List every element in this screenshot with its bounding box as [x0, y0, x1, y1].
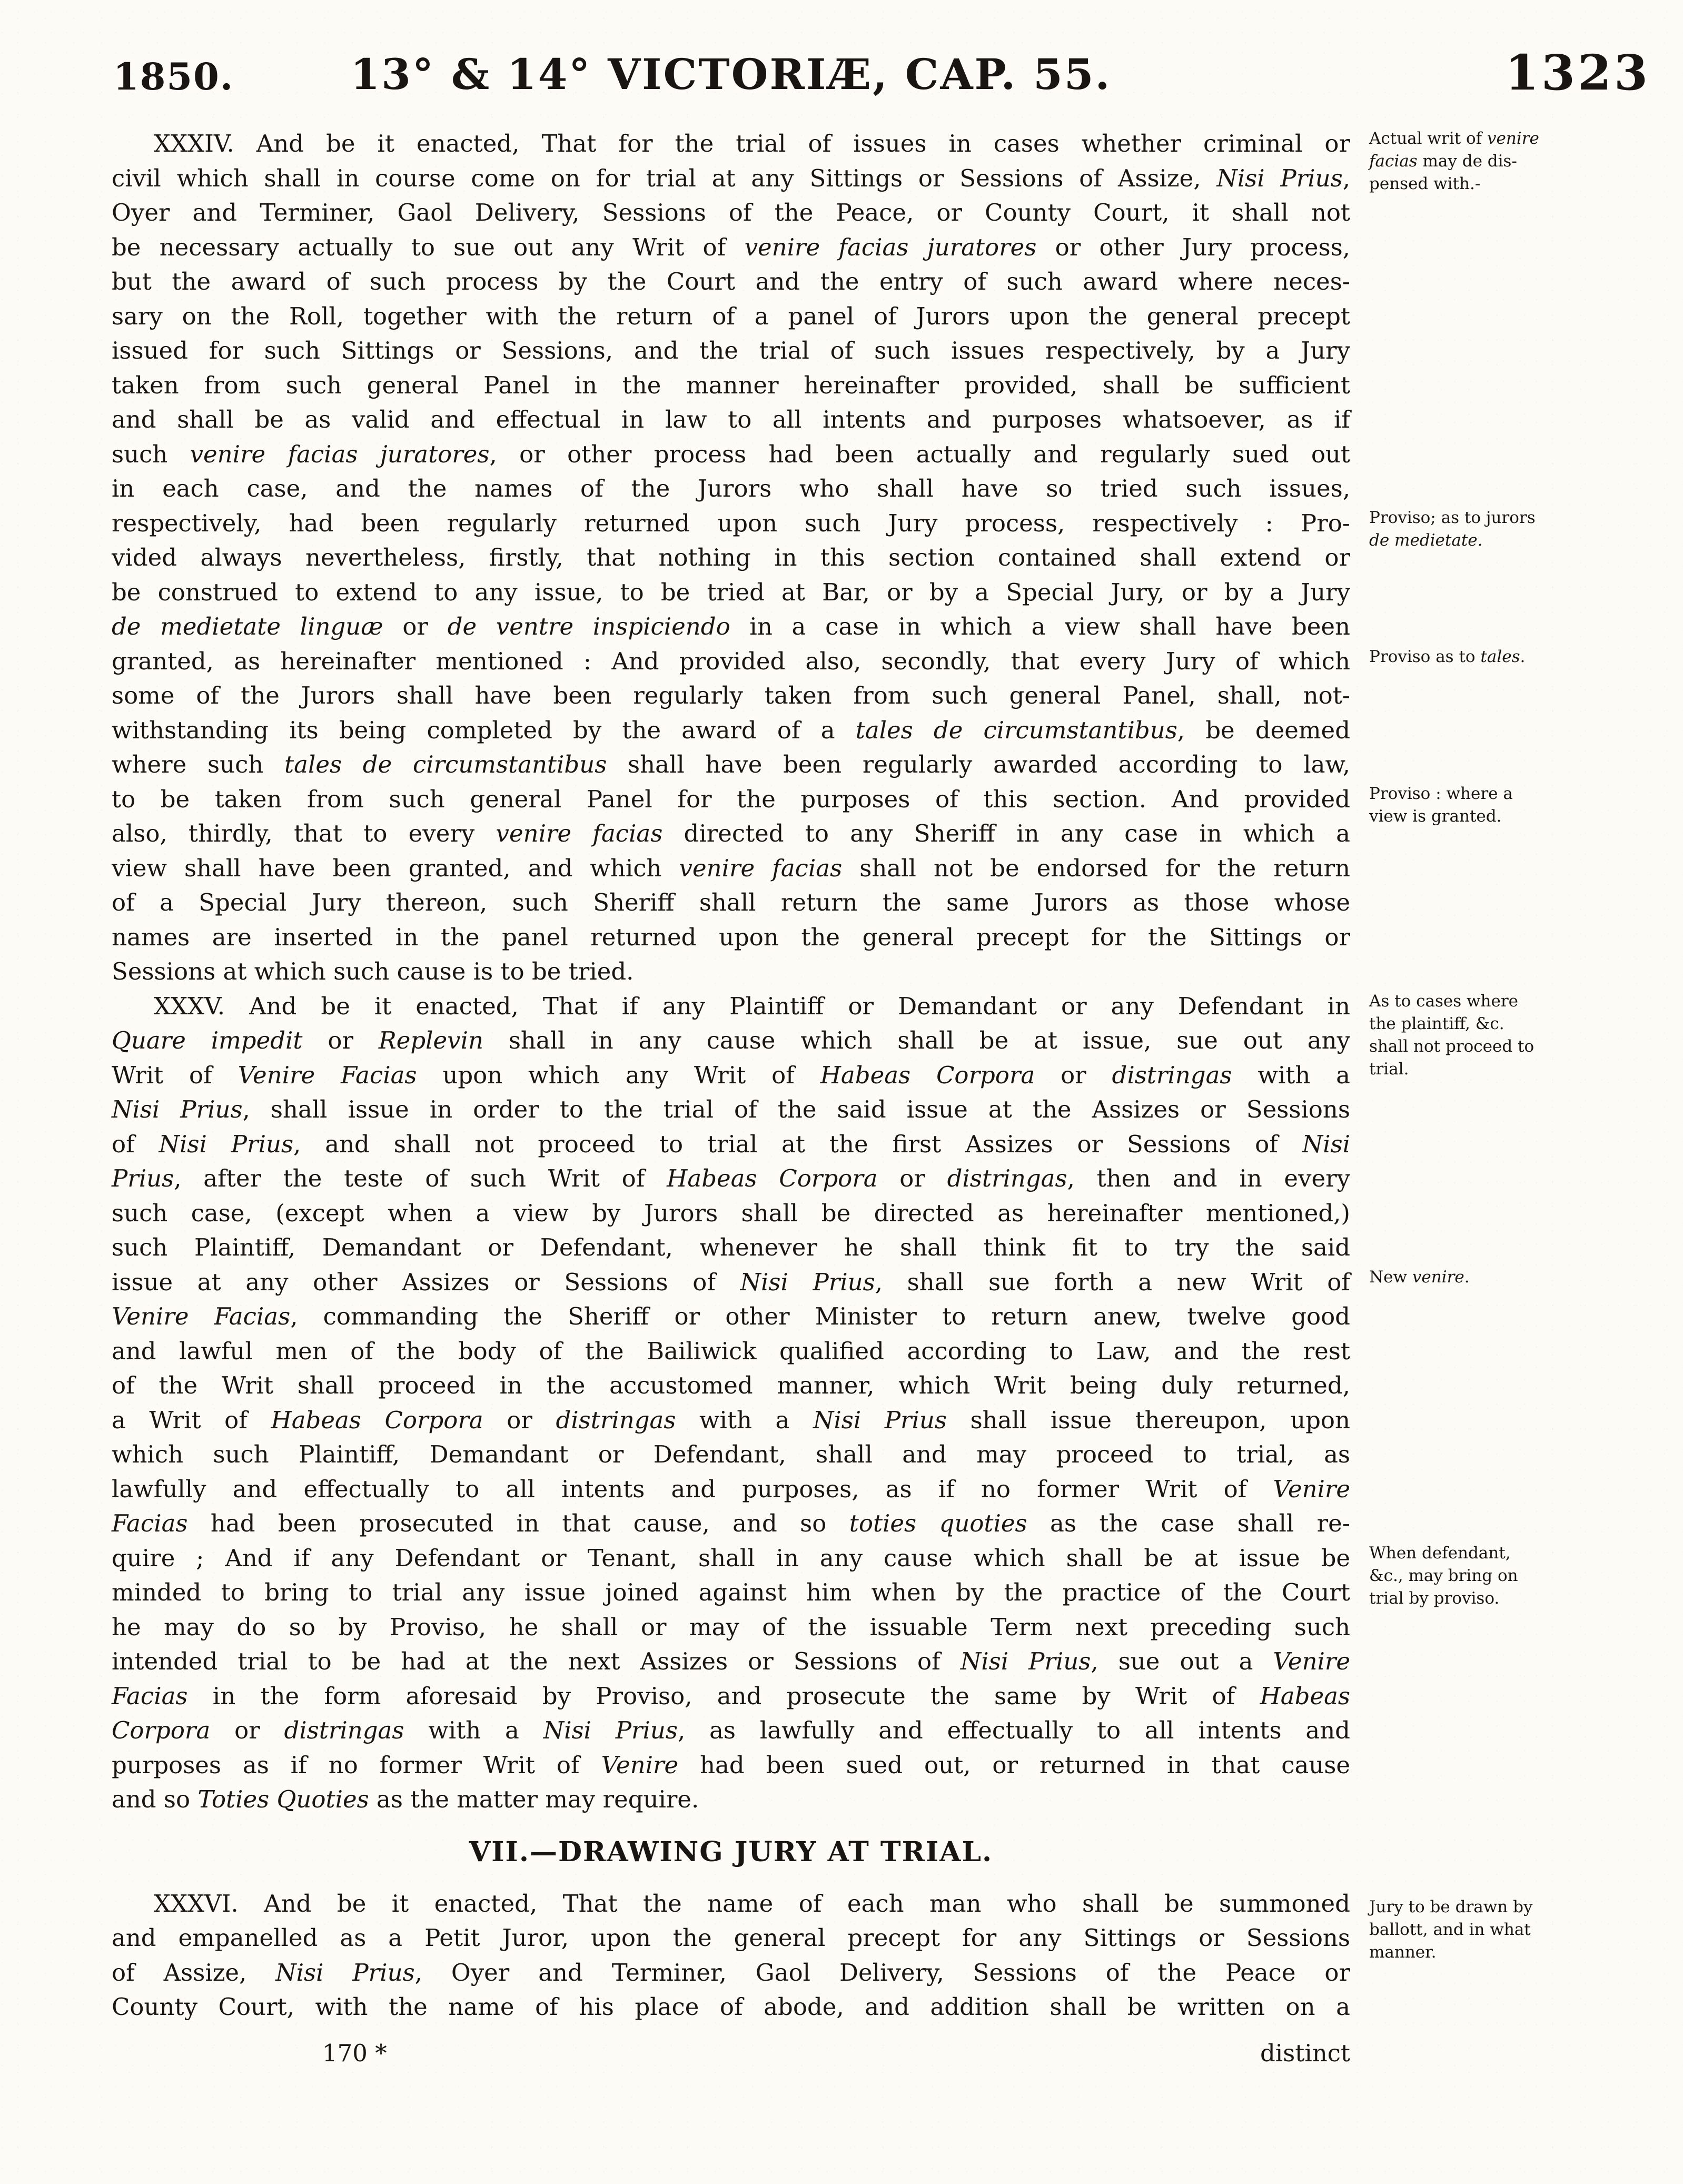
text-line: such venire facias juratores, or other process had been actually and regularly sued out [112, 440, 1350, 468]
text-line: and shall be as valid and effectual in law to all intents and purposes whatsoever, as if [112, 406, 1350, 433]
text-line: County Court, with the name of his place of abode, and addition shall be written on a [112, 1993, 1350, 2021]
text-line: issue at any other Assizes or Sessions of Nisi Prius, shall sue forth a new Writ of [112, 1268, 1350, 1296]
text-line: Actual writ of venire [1369, 129, 1539, 148]
text-line: ballott, and in what [1369, 1920, 1531, 1939]
body-text-column [112, 126, 1350, 2024]
margin-note-defendant-proviso [1369, 1542, 1658, 1610]
text-line: vided always nevertheless, firstly, that nothing in this section contained shall extend or [112, 543, 1350, 571]
text-line: such Plaintiff, Demandant or Defendant, whenever he shall think fit to try the said [112, 1233, 1350, 1261]
text-line: respectively, had been regularly returned upon such Jury process, respectively : Pro- [112, 509, 1350, 537]
text-line: trial by proviso. [1369, 1589, 1500, 1608]
text-line: XXXVI. And be it enacted, That the name of each man who shall be summoned [154, 1889, 1350, 1918]
text-line: manner. [1369, 1943, 1437, 1962]
text-line: Proviso as to tales. [1369, 647, 1526, 666]
margin-note-proviso-view [1369, 783, 1658, 828]
text-line: intended trial to be had at the next Assizes or Sessions of Nisi Prius, sue out a Venire [112, 1647, 1350, 1675]
page-header-title: 13° & 14° VICTORIÆ, CAP. 55. [350, 50, 1112, 99]
text-line: which such Plaintiff, Demandant or Defendant, shall and may proceed to trial, as [112, 1440, 1350, 1468]
text-line: names are inserted in the panel returned upon the general precept for the Sittings or [112, 923, 1350, 951]
header-year: 1850. [113, 55, 234, 98]
text-line: quire ; And if any Defendant or Tenant, shall in any cause which shall be at issue be [112, 1544, 1350, 1572]
text-line: &c., may bring on [1369, 1566, 1518, 1585]
text-line: in each case, and the names of the Jurors who shall have so tried such issues, [112, 475, 1350, 502]
text-line: be construed to extend to any issue, to be tried at Bar, or by a Special Jury, or by a Jury [112, 578, 1350, 606]
text-line: Proviso : where a [1369, 784, 1513, 803]
text-line: but the award of such process by the Court and the entry of such award where neces- [112, 268, 1350, 295]
text-line: When defendant, [1369, 1544, 1511, 1563]
text-line: Oyer and Terminer, Gaol Delivery, Sessions of the Peace, or County Court, it shall not [112, 199, 1350, 226]
text-line: sary on the Roll, together with the return of a panel of Jurors upon the general precept [112, 302, 1350, 330]
margin-note-jury-ballott [1369, 1896, 1658, 1964]
catchword: distinct [1260, 2039, 1350, 2067]
part-vii-heading: VII.—DRAWING JURY AT TRIAL. [469, 1835, 993, 1868]
text-line: Facias in the form aforesaid by Proviso, and prosecute the same by Writ of Habeas [112, 1682, 1350, 1710]
text-line: a Writ of Habeas Corpora or distringas with a Nisi Prius shall issue thereupon, upon [112, 1406, 1350, 1434]
text-line: purposes as if no former Writ of Venire had been sued out, or returned in that cause [112, 1751, 1350, 1779]
text-line: Prius, after the teste of such Writ of Habeas Corpora or distringas, then and in every [112, 1164, 1351, 1192]
text-line: minded to bring to trial any issue joined against him when by the practice of the Court [112, 1578, 1350, 1606]
text-line: of Nisi Prius, and shall not proceed to trial at the first Assizes or Sessions of Nisi [112, 1130, 1350, 1158]
section-xxxvi-paragraph [112, 1886, 1350, 2024]
section-xxxv-paragraph [112, 989, 1350, 1817]
margin-note-plaintiff-not-proceed [1369, 990, 1658, 1081]
text-line: the plaintiff, &c. [1369, 1014, 1504, 1033]
text-line: and so Toties Quoties as the matter may require. [112, 1785, 699, 1813]
text-line: Proviso; as to jurors [1369, 508, 1536, 527]
text-line: New venire. [1369, 1268, 1470, 1287]
text-line: Venire Facias, commanding the Sheriff or other Minister to return anew, twelve good [112, 1302, 1350, 1330]
text-line: lawfully and effectually to all intents and purposes, as if no former Writ of Venire [112, 1475, 1350, 1503]
text-line: Writ of Venire Facias upon which any Writ of Habeas Corpora or distringas with a [112, 1061, 1350, 1089]
margin-note-venire-dispensed [1369, 127, 1658, 195]
text-line: Corpora or distringas with a Nisi Prius, as lawfully and effectually to all intents and [112, 1716, 1350, 1744]
text-line: granted, as hereinafter mentioned : And provided also, secondly, that every Jury of which [112, 647, 1350, 675]
text-line: and lawful men of the body of the Bailiwick qualified according to Law, and the rest [112, 1337, 1350, 1365]
text-line: XXXIV. And be it enacted, That for the trial of issues in cases whether criminal or [154, 130, 1350, 157]
text-line: de medietate. [1369, 531, 1483, 550]
text-line: such case, (except when a view by Jurors shall be directed as hereinafter mentioned,) [112, 1199, 1350, 1227]
margin-note-proviso-tales [1369, 646, 1658, 668]
text-line: trial. [1369, 1060, 1409, 1079]
text-line: view is granted. [1369, 807, 1502, 826]
text-line: pensed with.- [1369, 174, 1481, 193]
text-line: de medietate linguæ or de ventre inspiciendo in a case in which a view shall have been [112, 612, 1351, 640]
text-line: some of the Jurors shall have been regularly taken from such general Panel, shall, not- [112, 681, 1350, 709]
text-line: Jury to be drawn by [1369, 1898, 1533, 1916]
text-line: Nisi Prius, shall issue in order to the trial of the said issue at the Assizes or Sessions [112, 1095, 1350, 1123]
margin-note-new-venire [1369, 1266, 1658, 1289]
text-line: he may do so by Proviso, he shall or may of the issuable Term next preceding such [112, 1613, 1350, 1641]
text-line: Quare impedit or Replevin shall in any cause which shall be at issue, sue out any [112, 1026, 1351, 1054]
section-xxxiv-paragraph [112, 126, 1350, 989]
text-line: facias may de dis- [1369, 152, 1517, 171]
text-line: to be taken from such general Panel for the purposes of this section. And provided [112, 785, 1350, 813]
text-line: As to cases where [1369, 992, 1518, 1011]
text-line: taken from such general Panel in the manner hereinafter provided, shall be sufficient [112, 371, 1350, 399]
text-line: withstanding its being completed by the award of a tales de circumstantibus, be deemed [112, 716, 1350, 744]
text-line: issued for such Sittings or Sessions, and the trial of such issues respectively, by a Jury [112, 337, 1350, 364]
signature-mark: 170 * [322, 2039, 387, 2067]
text-line: of Assize, Nisi Prius, Oyer and Terminer, Gaol Delivery, Sessions of the Peace or [112, 1958, 1350, 1987]
text-line: of a Special Jury thereon, such Sheriff shall return the same Jurors as those whose [112, 888, 1350, 916]
text-line: and empanelled as a Petit Juror, upon the general precept for any Sittings or Sessions [112, 1924, 1350, 1952]
text-line: be necessary actually to sue out any Writ of venire facias juratores or other Jury process, [112, 233, 1350, 261]
text-line: shall not proceed to [1369, 1037, 1534, 1056]
text-line: where such tales de circumstantibus shall have been regularly awarded according to law, [112, 750, 1350, 778]
text-line: also, thirdly, that to every venire facias directed to any Sheriff in any case in which a [112, 819, 1350, 847]
text-line: civil which shall in course come on for trial at any Sittings or Sessions of Assize, Nisi Prius, [112, 164, 1350, 192]
text-line: Sessions at which such cause is to be tried. [112, 957, 634, 985]
margin-note-proviso-medietate [1369, 507, 1658, 552]
page-number: 1323 [1504, 44, 1650, 101]
text-line: view shall have been granted, and which venire facias shall not be endorsed for the return [112, 854, 1350, 882]
text-line: XXXV. And be it enacted, That if any Plaintiff or Demandant or any Defendant in [154, 992, 1350, 1020]
text-line: Facias had been prosecuted in that cause, and so toties quoties as the case shall re- [112, 1509, 1350, 1537]
text-line: of the Writ shall proceed in the accustomed manner, which Writ being duly returned, [112, 1371, 1350, 1399]
